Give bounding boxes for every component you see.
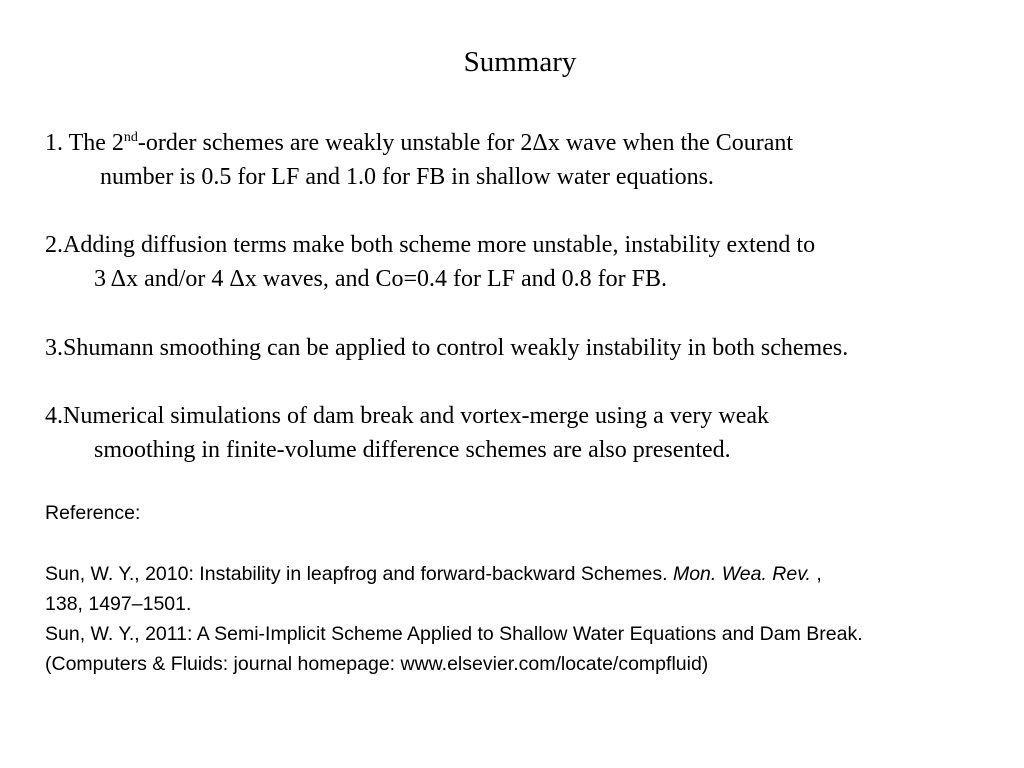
reference-2-source: (Computers & Fluids: journal homepage: www.elsevier.com/locate/compfluid)	[45, 653, 709, 675]
slide-title: Summary	[463, 46, 577, 78]
summary-item-4-line: 4.Numerical simulations of dam break and vortex-merge using a very weak	[45, 403, 769, 429]
reference-1-authors-title: Sun, W. Y., 2010: Instability in leapfrog and forward-backward Schemes.	[45, 563, 673, 585]
summary-item-4	[45, 399, 769, 467]
references-heading: Reference:	[45, 502, 141, 524]
summary-item-1-post: -order schemes are weakly unstable for 2Δx wave when the Courant	[137, 130, 794, 156]
references-spacer	[45, 528, 863, 559]
summary-item-2-continuation: 3 Δx and/or 4 Δx waves, and Co=0.4 for LF and 0.8 for FB.	[94, 266, 668, 292]
summary-item-4-continuation: smoothing in finite-volume difference schemes are also presented.	[94, 437, 731, 463]
summary-item-1-pre: 1. The 2	[45, 130, 124, 156]
reference-1-journal: Mon. Wea. Rev.	[672, 563, 811, 585]
reference-2-line: Sun, W. Y., 2011: A Semi-Implicit Scheme Applied to Shallow Water Equations and Dam Break.	[45, 623, 863, 645]
summary-item-2-line: 2.Adding diffusion terms make both scheme more unstable, instability extend to	[45, 232, 816, 258]
summary-item-3	[45, 331, 848, 365]
references-section	[45, 498, 863, 679]
reference-1-continuation: 138, 1497–1501.	[45, 593, 192, 615]
summary-item-1-line	[45, 126, 793, 160]
summary-item-2	[45, 228, 815, 296]
reference-1-punct: ,	[810, 563, 822, 585]
summary-item-1	[45, 126, 793, 194]
reference-1-line	[45, 559, 863, 589]
summary-item-3-line: 3.Shumann smoothing can be applied to control weakly instability in both schemes.	[45, 335, 849, 361]
summary-item-1-continuation: number is 0.5 for LF and 1.0 for FB in shallow water equations.	[100, 164, 714, 190]
summary-item-1-superscript: nd	[123, 130, 138, 145]
